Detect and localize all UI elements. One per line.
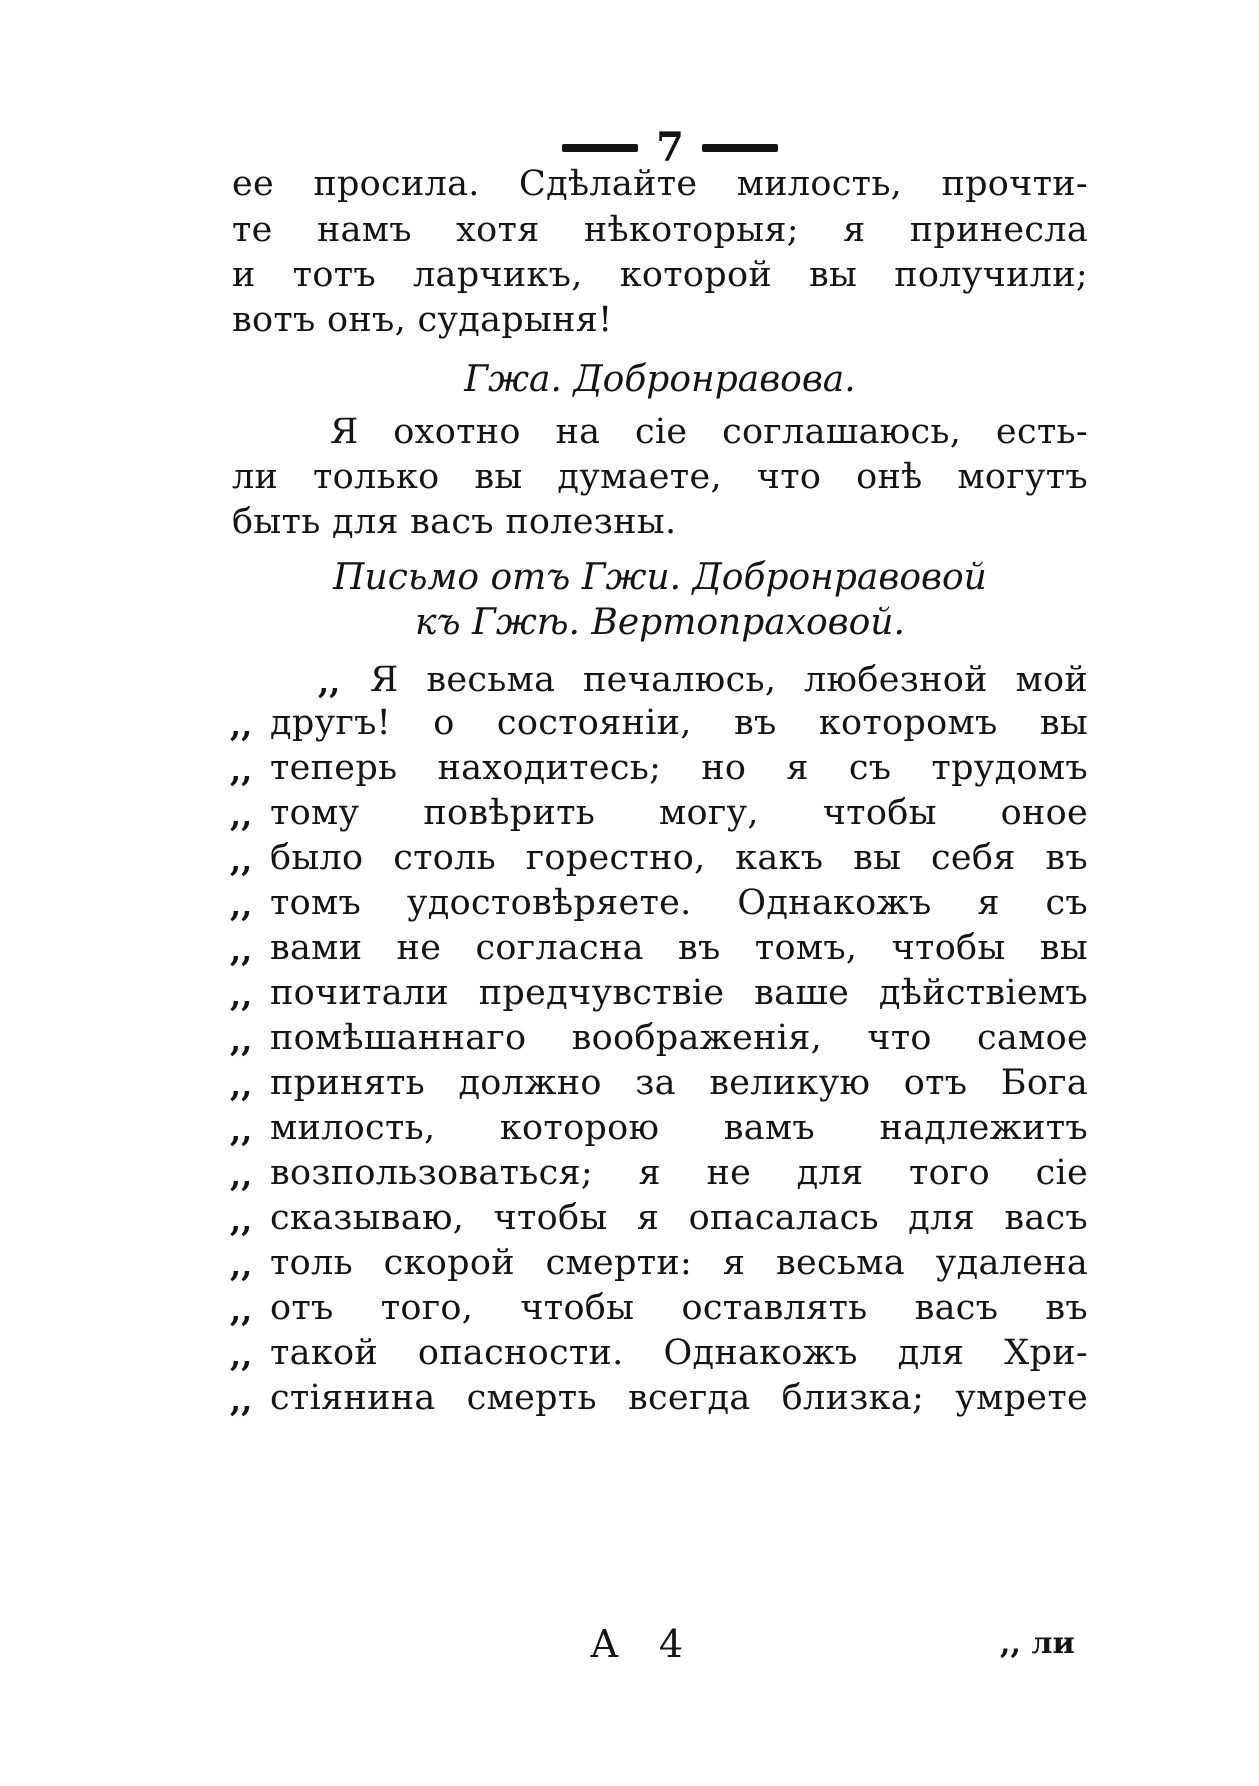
quote-mark: ,, xyxy=(230,1111,253,1149)
letter-line: почитали предчувствіе ваше дѣйствіемъ xyxy=(270,973,1088,1013)
page-number: 7 xyxy=(656,124,684,171)
quote-mark: ,, xyxy=(230,1291,253,1329)
quote-mark: ,, xyxy=(230,1021,253,1059)
quote-mark: ,, xyxy=(230,976,253,1014)
quote-mark: ,, xyxy=(230,1156,253,1194)
letter-line: принять должно за великую отъ Бога xyxy=(270,1063,1088,1103)
letter-line: толь скорой смерти: я весьма удалена xyxy=(270,1243,1088,1283)
quote-mark: ,, xyxy=(230,1201,253,1239)
quote-mark: ,, xyxy=(230,796,253,834)
quote-mark: ,, xyxy=(230,1246,253,1284)
text-line: ли только вы думаете, что онѣ могутъ xyxy=(232,457,1088,497)
text-line: и тотъ ларчикъ, которой вы получили; xyxy=(232,255,1088,295)
letter-line: тому повѣрить могу, чтобы оное xyxy=(270,793,1088,833)
text-line: те намъ хотя нѣкоторыя; я принесла xyxy=(232,210,1088,250)
catchword: ,, ли xyxy=(1000,1626,1075,1661)
text-line: Я охотно на сіе соглашаюсь, есть- xyxy=(330,412,1088,452)
letter-line: вами не согласна въ томъ, чтобы вы xyxy=(270,928,1088,968)
header-dash-left xyxy=(562,144,638,152)
quote-mark: ,, xyxy=(230,1381,253,1419)
text-line: вотъ онъ, сударыня! xyxy=(232,300,613,340)
letter-line: сказываю, чтобы я опасалась для васъ xyxy=(270,1198,1088,1238)
letter-line: стіянина смерть всегда близка; умрете xyxy=(270,1378,1088,1418)
letter-line: теперь находитесь; но я съ трудомъ xyxy=(270,748,1088,788)
quote-mark: ,, xyxy=(230,886,253,924)
quote-mark: ,, xyxy=(230,706,253,744)
header-dash-right xyxy=(702,144,778,152)
letter-title-line: Письмо отъ Гжи. Добронравовой xyxy=(333,557,987,598)
quote-mark: ,, xyxy=(318,663,341,701)
signature-mark: А 4 xyxy=(590,1622,698,1666)
letter-line: томъ удостовѣряете. Однакожъ я съ xyxy=(270,883,1088,923)
letter-line: возпользоваться; я не для того сіе xyxy=(270,1153,1088,1193)
quote-mark: ,, xyxy=(230,1066,253,1104)
letter-line: Я весьма печалюсь, любезной мой xyxy=(370,660,1088,700)
speaker-heading: Гжа. Добронравова. xyxy=(464,359,856,400)
letter-line: другъ! о состояніи, въ которомъ вы xyxy=(270,703,1088,743)
letter-line: было столь горестно, какъ вы себя въ xyxy=(270,838,1088,878)
letter-title-line: къ Гжѣ. Вертопраховой. xyxy=(415,602,905,643)
letter-line: отъ того, чтобы оставлять васъ въ xyxy=(270,1288,1088,1328)
text-line: ее просила. Сдѣлайте милость, прочти- xyxy=(232,164,1088,204)
quote-mark: ,, xyxy=(230,1336,253,1374)
quote-mark: ,, xyxy=(230,751,253,789)
text-line: быть для васъ полезны. xyxy=(232,502,677,542)
letter-line: помѣшаннаго воображенія, что самое xyxy=(270,1018,1088,1058)
quote-mark: ,, xyxy=(230,841,253,879)
letter-line: такой опасности. Однакожъ для Хри- xyxy=(270,1333,1088,1373)
quote-mark: ,, xyxy=(230,931,253,969)
letter-line: милость, которою вамъ надлежитъ xyxy=(270,1108,1088,1148)
